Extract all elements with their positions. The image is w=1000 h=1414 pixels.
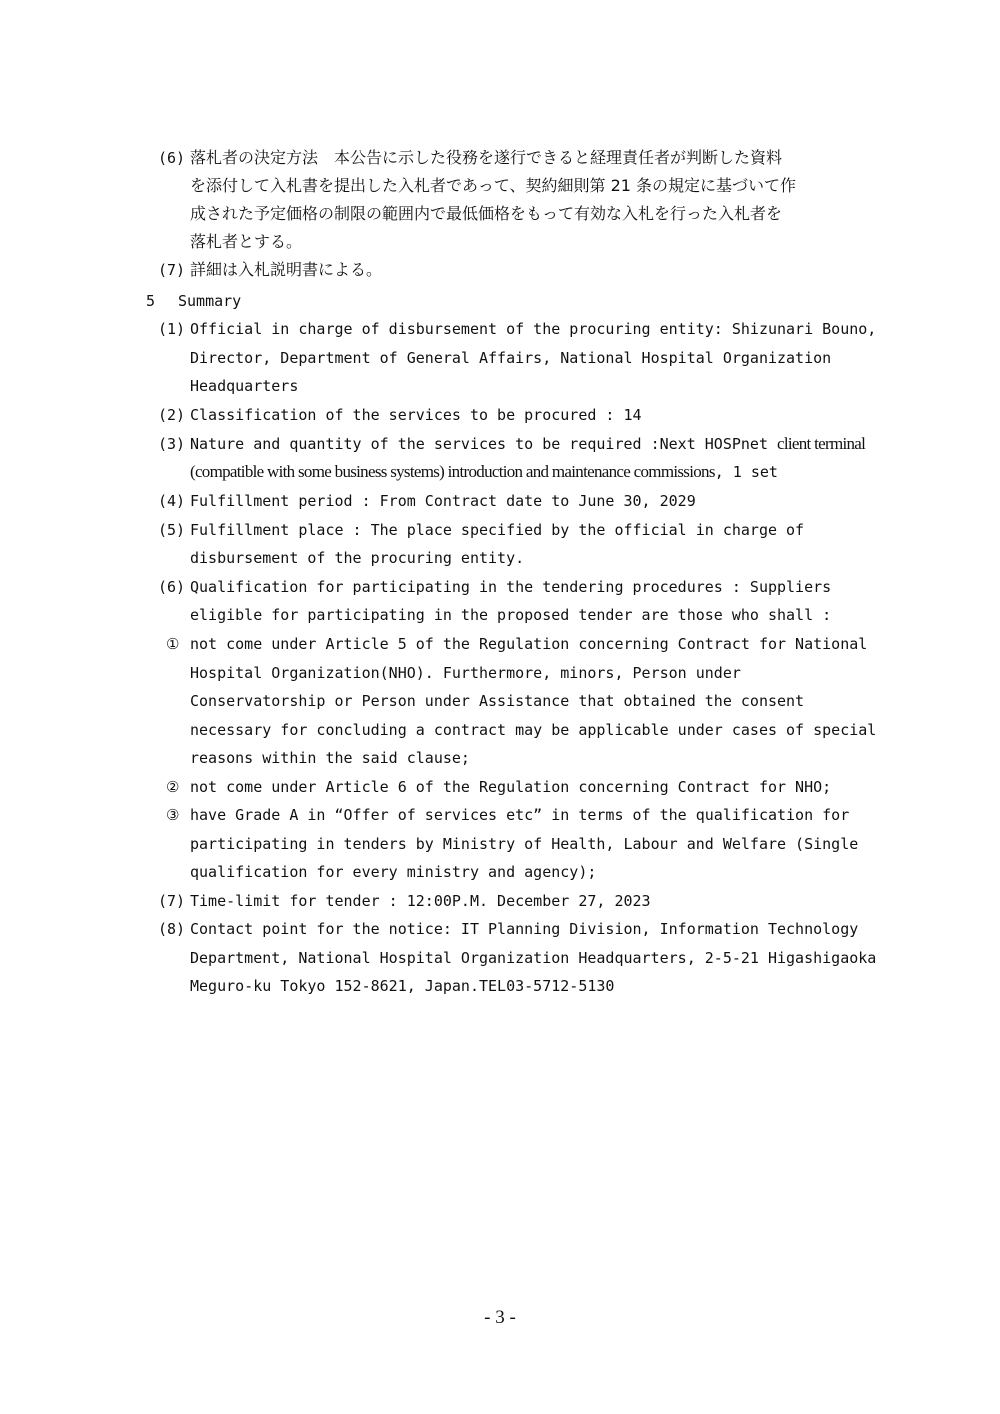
sub-item-number: ② [166,778,180,796]
jp-item-6-line-3: 成された予定価格の制限の範囲内で最低価格をもって有効な入札を行った入札者を [190,204,783,223]
summary-item-5-line-1: Fulfillment place : The place specified by the official in charge of [190,521,805,539]
jp-item-7-text: 詳細は入札説明書による。 [190,260,383,279]
jp-item-6-line-4: 落札者とする。 [190,232,303,251]
item-number: (4) [158,492,186,510]
qualification-sub-1-line-1: not come under Article 5 of the Regulation concerning Contract for National [190,635,868,653]
item-number: (7) [158,261,186,279]
summary-item-6-line-2: eligible for participating in the proposed tender are those who shall : [190,606,832,624]
summary-item-2-text: Classification of the services to be procured : 14 [190,406,642,424]
summary-item-5-line-2: disbursement of the procuring entity. [190,549,525,567]
summary-item-1-line-3: Headquarters [190,377,299,395]
item-number: (6) [158,149,186,167]
item-number: (5) [158,521,186,539]
summary-item-8-line-3: Meguro-ku Tokyo 152-8621, Japan.TEL03-5712-5130 [190,977,615,995]
summary-item-8-line-2: Department, National Hospital Organization Headquarters, 2-5-21 Higashigaoka [190,949,877,967]
section-title: Summary [178,292,242,310]
qualification-sub-3-line-3: qualification for every ministry and agency); [190,863,597,881]
summary-item-3-serif-1: client terminal [777,434,866,453]
summary-item-3-prefix: Nature and quantity of the services to be required :Next HOSPnet [190,435,777,453]
qualification-sub-2-text: not come under Article 6 of the Regulation concerning Contract for NHO; [190,778,832,796]
item-number: (6) [158,578,186,596]
summary-item-4-text: Fulfillment period : From Contract date to June 30, 2029 [190,492,696,510]
item-number: (8) [158,920,186,938]
page-number: - 3 - [484,1307,516,1328]
summary-item-1-line-1: Official in charge of disbursement of the procuring entity: Shizunari Bouno, [190,320,877,338]
item-number: (2) [158,406,186,424]
qualification-sub-3-line-2: participating in tenders by Ministry of Health, Labour and Welfare (Single [190,835,859,853]
qualification-sub-1-line-4: necessary for concluding a contract may be applicable under cases of special [190,721,877,739]
summary-item-3-suffix: , 1 set [714,463,778,481]
summary-item-8-line-1: Contact point for the notice: IT Planning Division, Information Technology [190,920,859,938]
item-number: (7) [158,892,186,910]
summary-item-3-serif-2: (compatible with some business systems) introduction and maintenance commissions [190,462,715,481]
jp-item-6-line-1: 落札者の決定方法 本公告に示した役務を遂行できると経理責任者が判断した資料 [190,148,783,167]
qualification-sub-3-line-1: have Grade A in “Offer of services etc” in terms of the qualification for [190,806,850,824]
section-number: 5 [146,292,156,310]
qualification-sub-1-line-3: Conservatorship or Person under Assistance that obtained the consent [190,692,805,710]
summary-item-6-line-1: Qualification for participating in the tendering procedures : Suppliers [190,578,832,596]
jp-item-6-line-2: を添付して入札書を提出した入札者であって、契約細則第 21 条の規定に基づいて作 [190,176,797,195]
sub-item-number: ③ [166,806,180,824]
qualification-sub-1-line-5: reasons within the said clause; [190,749,470,767]
item-number: (1) [158,320,186,338]
summary-item-7-text: Time-limit for tender : 12:00P.M. December 27, 2023 [190,892,651,910]
sub-item-number: ① [166,635,180,653]
item-number: (3) [158,435,186,453]
qualification-sub-1-line-2: Hospital Organization(NHO). Furthermore, minors, Person under [190,664,741,682]
summary-item-1-line-2: Director, Department of General Affairs, National Hospital Organization [190,349,832,367]
